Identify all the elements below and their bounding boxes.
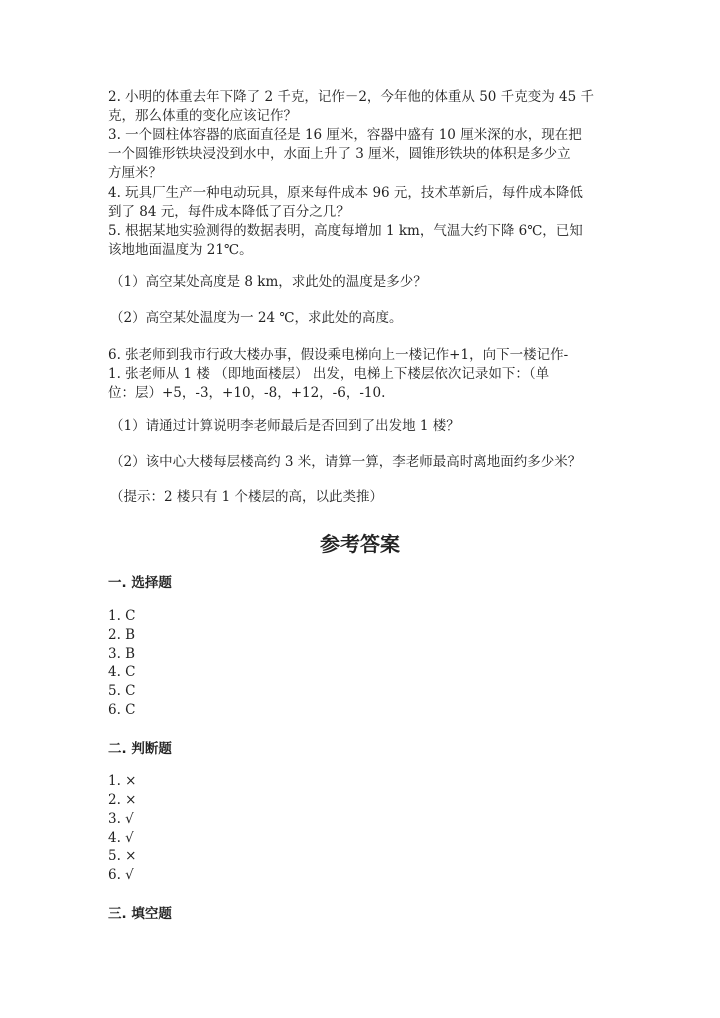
text-line: 2. 小明的体重去年下降了 2 千克，记作－2，今年他的体重从 50 千克变为 45 千: [108, 89, 594, 105]
text-line: 3. 一个圆柱体容器的底面直径是 16 厘米，容器中盛有 10 厘米深的水，现在把: [108, 127, 582, 143]
section-heading: 三. 填空题: [108, 906, 172, 922]
answer-item: 4. √: [108, 830, 134, 846]
answer-item: 1. C: [108, 608, 136, 624]
answer-item: 5. ×: [108, 848, 137, 864]
text-line: 4. 玩具厂生产一种电动玩具，原来每件成本 96 元，技术革新后，每件成本降低: [108, 185, 583, 201]
hint: （提示：2 楼只有 1 个楼层的高，以此类推）: [110, 489, 384, 505]
answer-item: 6. √: [108, 867, 134, 883]
text-line: 1. 张老师从 1 楼 （即地面楼层） 出发，电梯上下楼层依次记录如下：（单: [108, 366, 550, 382]
sub-question: （1）高空某处高度是 8 km，求此处的温度是多少？: [110, 274, 427, 290]
answer-item: 5. C: [108, 683, 136, 699]
answer-item: 2. B: [108, 627, 136, 643]
section-heading: 一. 选择题: [108, 575, 172, 591]
sub-question: （2）高空某处温度为一 24 ℃，求此处的高度。: [110, 310, 403, 326]
text-line: 克，那么体重的变化应该记作？: [108, 108, 297, 124]
text-line: 6. 张老师到我市行政大楼办事，假设乘电梯向上一楼记作+1，向下一楼记作-: [108, 347, 569, 363]
text-line: 位：层）+5，-3，+10，-8，+12，-6，-10.: [108, 385, 386, 401]
text-line: 方厘米？: [108, 165, 162, 181]
sub-question: （2）该中心大楼每层楼高约 3 米，请算一算，李老师最高时离地面约多少米？: [110, 454, 582, 470]
answers-title: 参考答案: [320, 532, 400, 556]
answer-item: 3. B: [108, 646, 136, 662]
text-line: 到了 84 元，每件成本降低了百分之几？: [108, 204, 350, 220]
sub-question: （1）请通过计算说明李老师最后是否回到了出发地 1 楼？: [110, 418, 460, 434]
section-heading: 二. 判断题: [108, 741, 172, 757]
text-line: 一个圆锥形铁块浸没到水中，水面上升了 3 厘米，圆锥形铁块的体积是多少立: [108, 146, 571, 162]
answer-item: 2. ×: [108, 792, 137, 808]
answer-item: 3. √: [108, 811, 134, 827]
answer-item: 6. C: [108, 702, 136, 718]
answer-item: 4. C: [108, 664, 136, 680]
answer-item: 1. ×: [108, 773, 137, 789]
text-line: 该地地面温度为 21℃。: [108, 242, 253, 258]
text-line: 5. 根据某地实验测得的数据表明，高度每增加 1 km，气温大约下降 6℃，已知: [108, 223, 583, 239]
